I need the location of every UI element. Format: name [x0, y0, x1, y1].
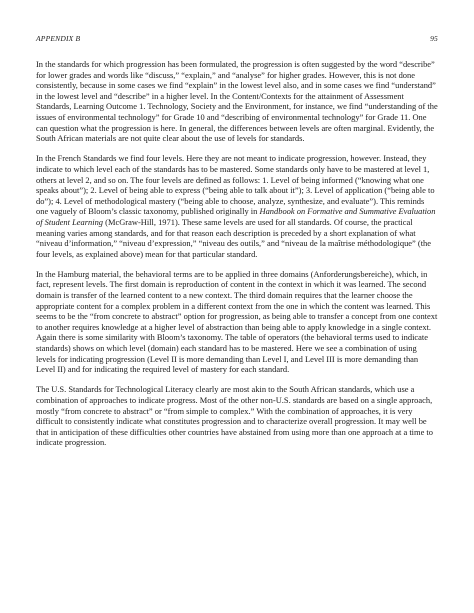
paragraph-hamburg: In the Hamburg material, the behavioral terms are to be applied in three domains (Anforderungsbereiche), which, in fact, represent levels. The first domain is reproduction of content in the context in which it was learned. The second domain is transfer of the learned content to a new context. The third domain requires that the learner choose the appropriate content for a complex problem in a different context from the one in which the content was learned. This seems to be the “from concrete to abstract” option for progression, as being able to transfer a concept from one context to another requires knowledge at a higher level of abstraction than being able to apply knowledge in a single context. Again there is some similarity with Bloom’s taxonomy. The table of operators (the behavioral terms used to indicate standards) shows on which level (domain) each standard has to be mastered. Here we see a combination of using levels for indicating progression (Level II is more demanding than Level I, and Level III is more demanding than Level II) and for indicating the required level of mastery for each standard. — [36, 268, 438, 375]
paragraph-south-african: In the standards for which progression has been formulated, the progression is often suggested by the word “describe” for lower grades and words like “discuss,” “explain,” and “analyse” for higher grades. However, this is not done consistently, because in some cases we find “explain” in the lowest level also, and in some cases we find “understand” in the lowest level and “describe” in a higher level. In the Content/Contexts for the attainment of Assessment Standards, Learning Outcome 1. Technology, Society and the Environment, for instance, we find “understanding of the issues of environmental technology” for Grade 10 and “describing of environmental technology” for Grade 11. One can question what the progression is here. In general, the differences between levels are often marginal. Evidently, the South African materials are not quite clear about the use of levels for standards. — [36, 59, 438, 144]
book-title: Handbook on Formative and Summative Evaluation of Student Learning — [36, 206, 436, 227]
running-header — [36, 34, 438, 43]
paragraph-french-text-1: In the French Standards we find four levels. Here they are not meant to indicate progression, however. Instead, they indicate to which level each of the standards has to be mastered. Some standards only have to be mastered at level 1, others at level 2, and so on. The four levels are defined as follows: 1. Level of being informed (“knowing what one speaks about”); 2. Level of being able to express (“being able to talk about it”); 3. Level of application (“being able to do”); 4. Level of methodological mastery (“being able to choose, analyze, synthesize, and evaluate”). This reminds one vaguely of Bloom’s classic taxonomy, published originally in — [36, 153, 435, 217]
document-body — [36, 59, 438, 448]
paragraph-french-text-2: (McGraw-Hill, 1971). These same levels are used for all standards. Of course, the practical meaning varies among standards, and for that reason each description is preceded by a short explanation of what “niveau d’information,” “niveau d’expression,” “niveau des outils,” and “niveau de la maîtrise méthodologique” (the four levels, as explained above) mean for that particular standard. — [36, 216, 432, 259]
paragraph-us-standards: The U.S. Standards for Technological Literacy clearly are most akin to the South African standards, which use a combination of approaches to indicate progress. Most of the other non-U.S. standards are based on a single approach, mostly “from concrete to abstract” or “from simple to complex.” With the combination of approaches, it is very difficult to consistently indicate what constitutes progression and to characterize overall progression. It may well be that in anticipation of these difficulties other countries have abstained from using more than one approach at a time to indicate progression. — [36, 384, 433, 448]
page-number: 95 — [430, 34, 438, 43]
paragraph-french — [36, 153, 438, 259]
section-label: APPENDIX B — [36, 34, 81, 43]
